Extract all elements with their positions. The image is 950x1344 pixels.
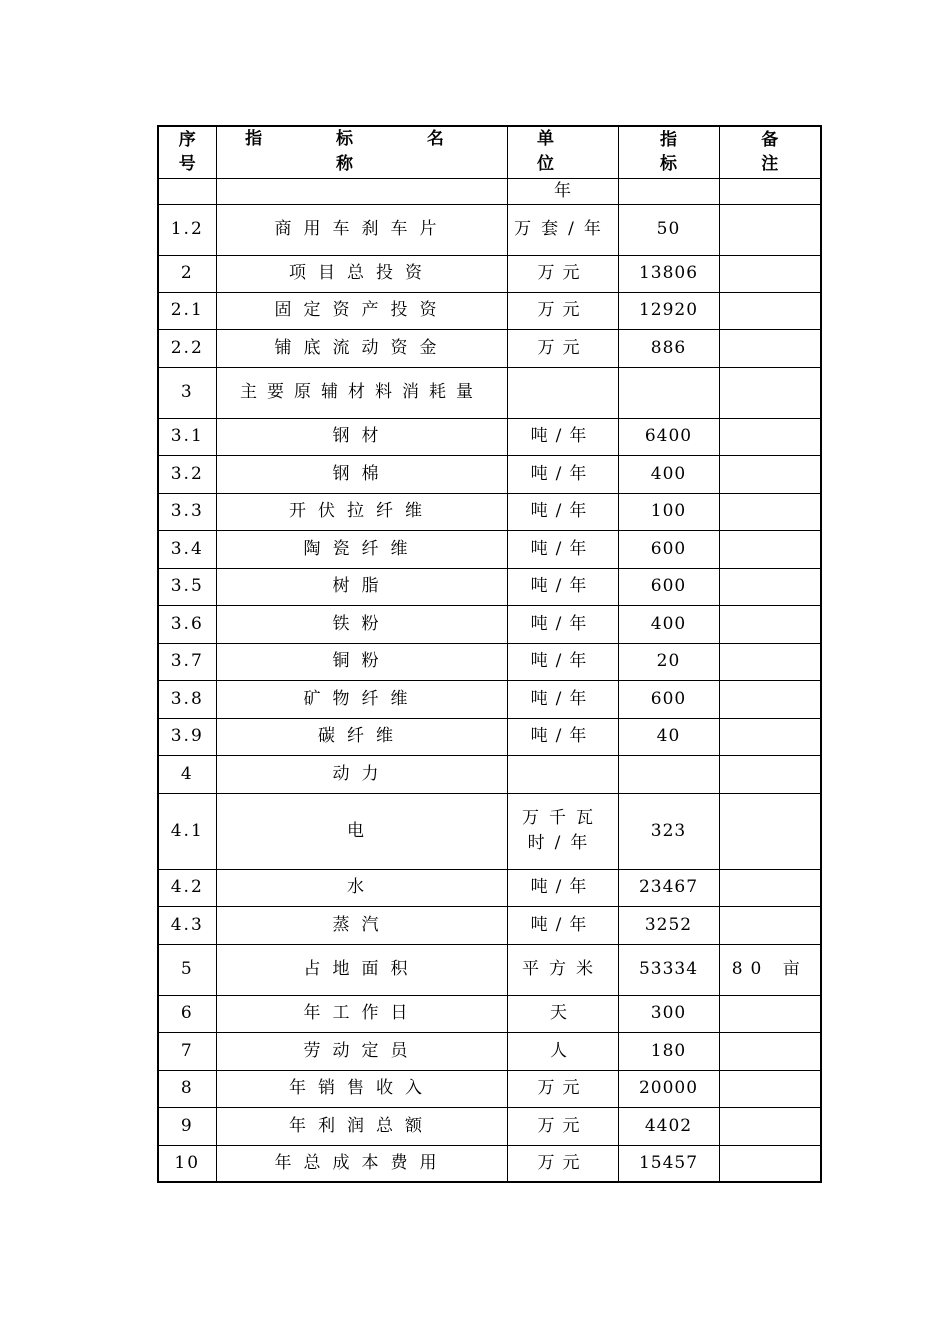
cell-value: 23467 <box>618 869 719 906</box>
cell-unit <box>507 367 618 418</box>
cell-seq: 2 <box>158 255 216 292</box>
cell-remark <box>719 178 821 204</box>
cell-unit: 万元 <box>507 255 618 292</box>
cell-seq: 3.5 <box>158 568 216 605</box>
cell-name: 劳动定员 <box>216 1032 507 1070</box>
header-unit: 单 位 <box>507 126 618 178</box>
cell-seq: 3.1 <box>158 418 216 455</box>
table-row <box>158 944 821 995</box>
cell-value: 6400 <box>618 418 719 455</box>
cell-value: 180 <box>618 1032 719 1070</box>
cell-value: 600 <box>618 568 719 605</box>
table-row <box>158 329 821 367</box>
cell-unit: 吨/年 <box>507 530 618 568</box>
cell-name: 动力 <box>216 755 507 793</box>
table-row <box>158 455 821 493</box>
cell-remark <box>719 605 821 643</box>
table-row <box>158 204 821 255</box>
cell-seq: 7 <box>158 1032 216 1070</box>
header-remark: 备注 <box>719 126 821 178</box>
cell-unit: 吨/年 <box>507 680 618 718</box>
cell-name <box>216 178 507 204</box>
cell-remark <box>719 755 821 793</box>
cell-value: 886 <box>618 329 719 367</box>
cell-unit: 天 <box>507 995 618 1032</box>
table-row <box>158 1032 821 1070</box>
cell-value: 400 <box>618 455 719 493</box>
cell-value: 53334 <box>618 944 719 995</box>
cell-unit: 万元 <box>507 1107 618 1145</box>
cell-unit: 年 <box>507 178 618 204</box>
cell-remark <box>719 643 821 680</box>
cell-remark <box>719 367 821 418</box>
cell-value: 300 <box>618 995 719 1032</box>
cell-remark <box>719 718 821 755</box>
cell-unit: 吨/年 <box>507 718 618 755</box>
cell-unit: 吨/年 <box>507 643 618 680</box>
cell-unit: 吨/年 <box>507 906 618 944</box>
cell-seq: 8 <box>158 1070 216 1107</box>
cell-name: 树脂 <box>216 568 507 605</box>
cell-seq: 3.8 <box>158 680 216 718</box>
cell-remark <box>719 869 821 906</box>
cell-name: 水 <box>216 869 507 906</box>
cell-seq: 2.1 <box>158 292 216 329</box>
cell-remark <box>719 493 821 530</box>
table-row <box>158 493 821 530</box>
table-row <box>158 906 821 944</box>
cell-name: 铜粉 <box>216 643 507 680</box>
cell-seq: 4.3 <box>158 906 216 944</box>
cell-name: 开伏拉纤维 <box>216 493 507 530</box>
cell-name: 商用车刹车片 <box>216 204 507 255</box>
table-row <box>158 793 821 869</box>
cell-value: 20000 <box>618 1070 719 1107</box>
cell-seq: 3.3 <box>158 493 216 530</box>
table-row <box>158 255 821 292</box>
cell-unit: 人 <box>507 1032 618 1070</box>
table-row <box>158 1107 821 1145</box>
cell-unit: 万元 <box>507 292 618 329</box>
table-row <box>158 1070 821 1107</box>
cell-remark <box>719 1032 821 1070</box>
cell-remark <box>719 1107 821 1145</box>
cell-value: 323 <box>618 793 719 869</box>
cell-name: 固定资产投资 <box>216 292 507 329</box>
cell-value: 40 <box>618 718 719 755</box>
cell-seq: 5 <box>158 944 216 995</box>
cell-seq: 3 <box>158 367 216 418</box>
cell-value: 20 <box>618 643 719 680</box>
cell-seq: 9 <box>158 1107 216 1145</box>
cell-remark <box>719 568 821 605</box>
cell-seq: 4.2 <box>158 869 216 906</box>
table-row <box>158 718 821 755</box>
cell-unit: 吨/年 <box>507 568 618 605</box>
cell-value: 13806 <box>618 255 719 292</box>
table-row <box>158 643 821 680</box>
cell-remark <box>719 1145 821 1182</box>
cell-name: 钢材 <box>216 418 507 455</box>
cell-remark <box>719 455 821 493</box>
cell-value: 15457 <box>618 1145 719 1182</box>
cell-value: 600 <box>618 530 719 568</box>
cell-name: 蒸汽 <box>216 906 507 944</box>
cell-name: 占地面积 <box>216 944 507 995</box>
cell-value: 3252 <box>618 906 719 944</box>
table-row <box>158 869 821 906</box>
cell-name: 铺底流动资金 <box>216 329 507 367</box>
cell-name: 年总成本费用 <box>216 1145 507 1182</box>
cell-remark <box>719 793 821 869</box>
cell-value: 4402 <box>618 1107 719 1145</box>
table-row <box>158 605 821 643</box>
cell-value: 12920 <box>618 292 719 329</box>
cell-unit: 吨/年 <box>507 493 618 530</box>
cell-unit: 万元 <box>507 1070 618 1107</box>
cell-remark <box>719 680 821 718</box>
cell-seq: 3.6 <box>158 605 216 643</box>
cell-name: 电 <box>216 793 507 869</box>
header-name: 指 标 名 称 <box>216 126 507 178</box>
cell-name: 年工作日 <box>216 995 507 1032</box>
table-row <box>158 418 821 455</box>
cell-name: 铁粉 <box>216 605 507 643</box>
cell-seq: 4.1 <box>158 793 216 869</box>
table-row <box>158 995 821 1032</box>
cell-remark <box>719 255 821 292</box>
cell-name: 年销售收入 <box>216 1070 507 1107</box>
table-row <box>158 1145 821 1182</box>
cell-unit <box>507 755 618 793</box>
cell-unit: 吨/年 <box>507 418 618 455</box>
table-row <box>158 755 821 793</box>
cell-seq: 6 <box>158 995 216 1032</box>
cell-remark <box>719 418 821 455</box>
cell-name: 项目总投资 <box>216 255 507 292</box>
cell-seq: 3.7 <box>158 643 216 680</box>
cell-name: 陶瓷纤维 <box>216 530 507 568</box>
cell-name: 碳纤维 <box>216 718 507 755</box>
cell-remark: 80 亩 <box>719 944 821 995</box>
header-value: 指标 <box>618 126 719 178</box>
table-row <box>158 568 821 605</box>
table-row <box>158 178 821 204</box>
table-row <box>158 292 821 329</box>
table-header-row <box>158 126 821 178</box>
cell-name: 年利润总额 <box>216 1107 507 1145</box>
cell-unit: 万千瓦时/年 <box>507 793 618 869</box>
cell-value: 100 <box>618 493 719 530</box>
cell-value <box>618 367 719 418</box>
cell-remark <box>719 530 821 568</box>
cell-value: 50 <box>618 204 719 255</box>
cell-seq <box>158 178 216 204</box>
cell-unit: 万元 <box>507 1145 618 1182</box>
cell-remark <box>719 906 821 944</box>
cell-seq: 3.4 <box>158 530 216 568</box>
cell-seq: 4 <box>158 755 216 793</box>
table-row <box>158 530 821 568</box>
cell-seq: 3.9 <box>158 718 216 755</box>
cell-seq: 1.2 <box>158 204 216 255</box>
cell-value: 600 <box>618 680 719 718</box>
table-row <box>158 367 821 418</box>
cell-unit: 吨/年 <box>507 455 618 493</box>
cell-value <box>618 178 719 204</box>
indicator-table <box>157 125 822 1183</box>
cell-seq: 2.2 <box>158 329 216 367</box>
cell-unit: 万元 <box>507 329 618 367</box>
cell-remark <box>719 329 821 367</box>
cell-remark <box>719 995 821 1032</box>
cell-remark <box>719 1070 821 1107</box>
cell-unit: 吨/年 <box>507 869 618 906</box>
cell-unit: 吨/年 <box>507 605 618 643</box>
cell-seq: 3.2 <box>158 455 216 493</box>
header-seq: 序号 <box>158 126 216 178</box>
cell-unit: 平方米 <box>507 944 618 995</box>
table-row <box>158 680 821 718</box>
cell-name: 钢棉 <box>216 455 507 493</box>
cell-value <box>618 755 719 793</box>
cell-name: 主要原辅材料消耗量 <box>216 367 507 418</box>
cell-value: 400 <box>618 605 719 643</box>
cell-unit: 万套/年 <box>507 204 618 255</box>
cell-seq: 10 <box>158 1145 216 1182</box>
cell-remark <box>719 204 821 255</box>
cell-remark <box>719 292 821 329</box>
cell-name: 矿物纤维 <box>216 680 507 718</box>
